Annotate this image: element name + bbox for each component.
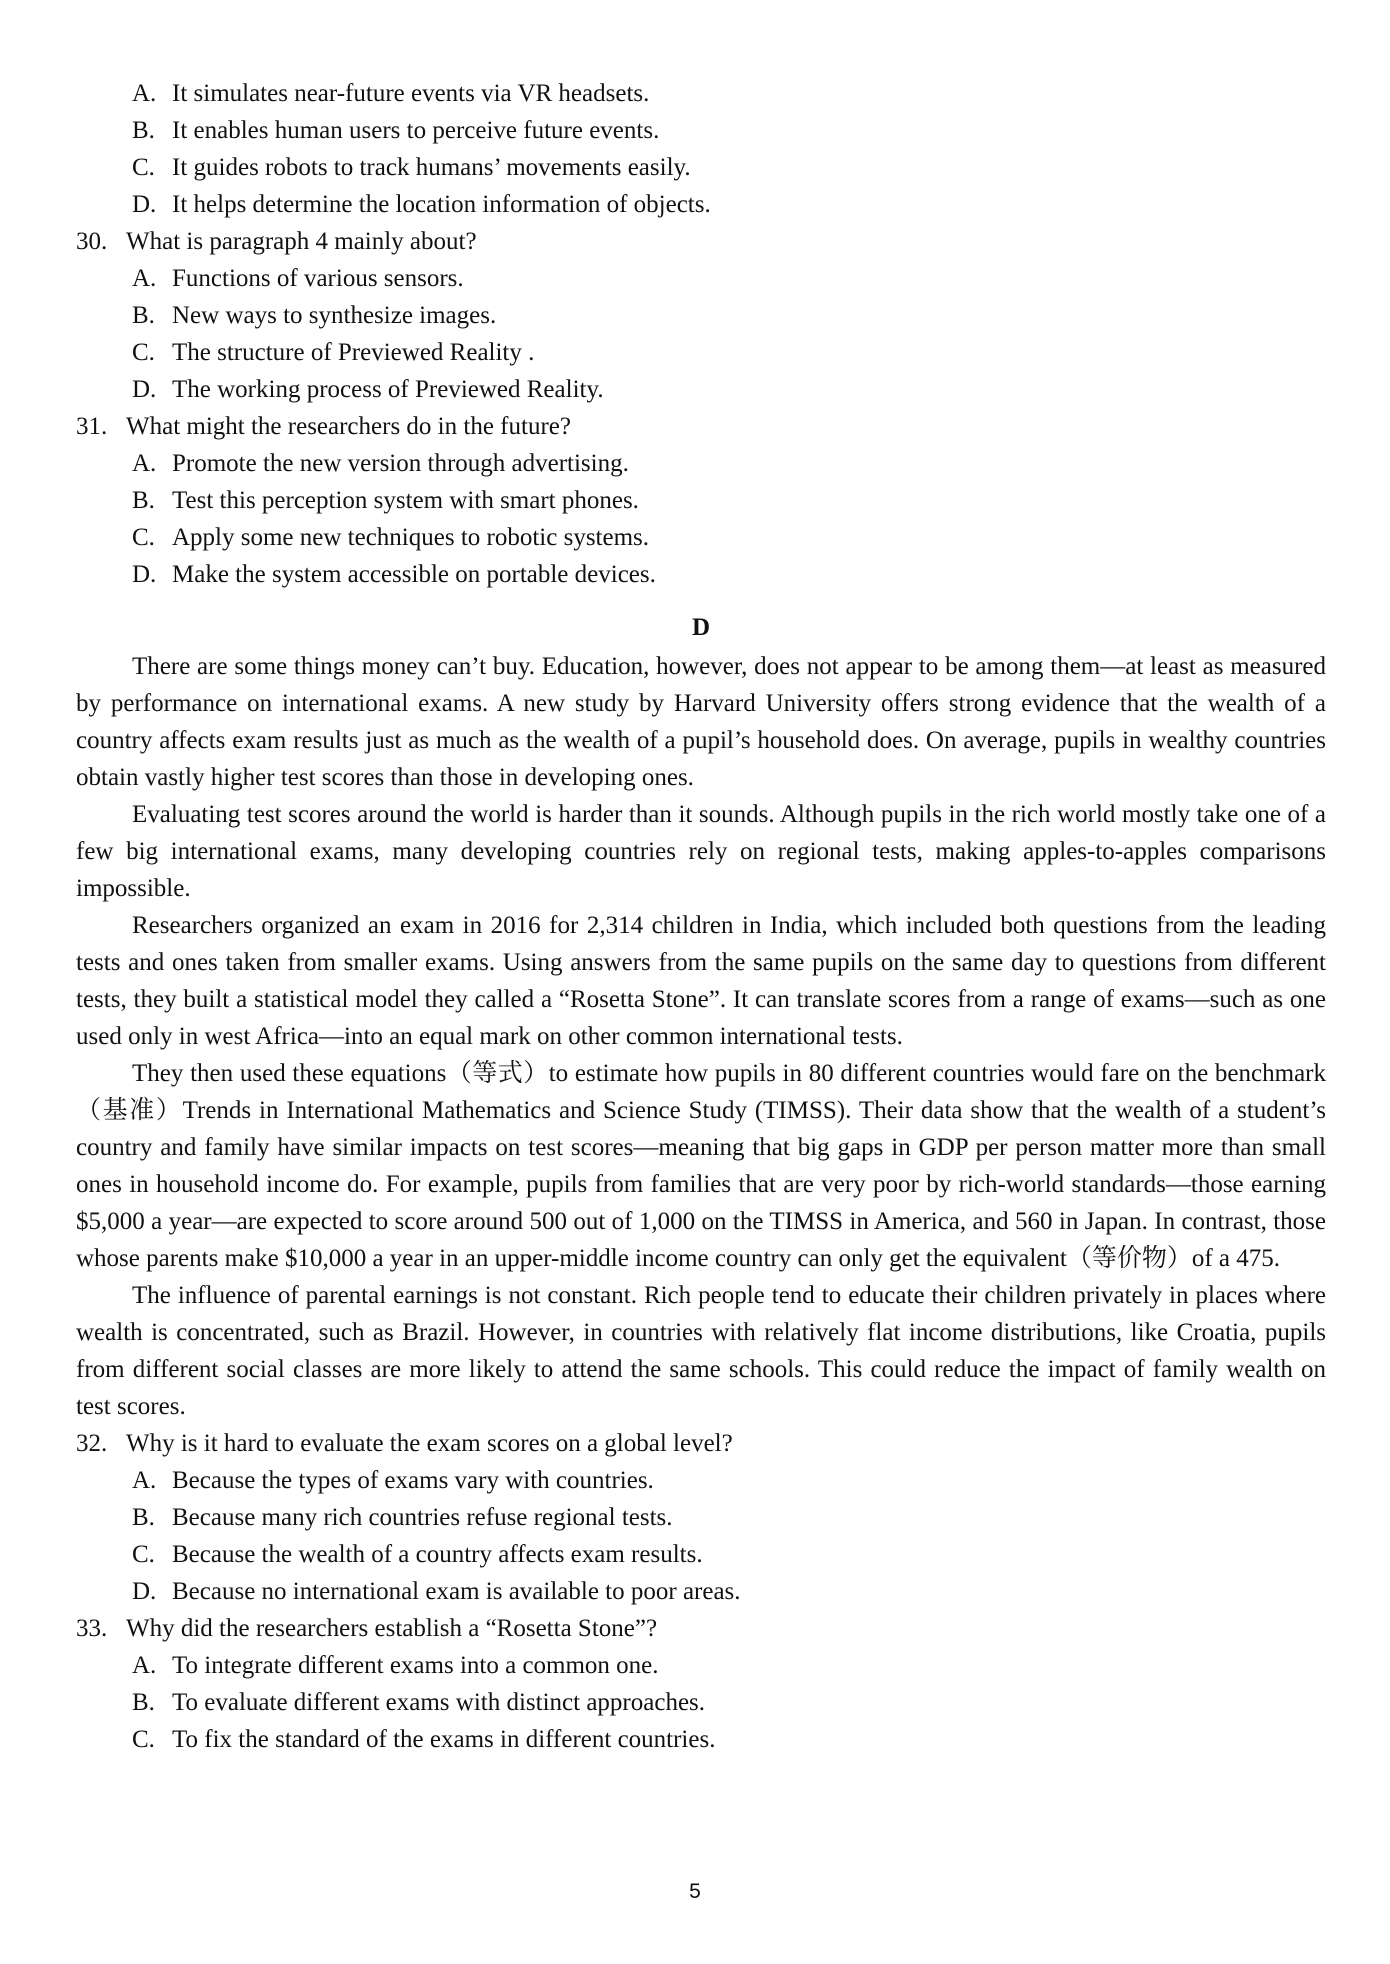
paragraph: Evaluating test scores around the world is harder than it sounds. Although pupils in the rich world mostly take one of a few big international exams, many developing countries rely on regional tests, making apples-to-apples comparisons impossible.	[76, 801, 1326, 902]
option: B. Because many rich countries refuse regional tests.	[132, 1504, 673, 1531]
paragraph: They then used these equations（等式）to estimate how pupils in 80 different countries would fare on the benchmark（基准）Trends in International Mathematics and Science Study (TIMSS). Their data show that the wealth of a student’s country and family have similar impacts on test scores—meaning that big gaps in GDP per person matter more than small ones in household income do. For example, pupils from families that are very poor by rich-world standards—those earning $5,000 a year—are expected to score around 500 out of 1,000 on the TIMSS in America, and 560 in Japan. In contrast, those whose parents make $10,000 a year in an upper-middle income country can only get the equivalent（等价物）of a 475.	[76, 1060, 1326, 1272]
option: A. To integrate different exams into a common one.	[132, 1652, 659, 1679]
option: D. Make the system accessible on portable devices.	[132, 561, 656, 588]
question-stem: 31. What might the researchers do in the future?	[76, 413, 571, 440]
page-number: 5	[689, 1880, 701, 1903]
question-stem: 32. Why is it hard to evaluate the exam scores on a global level?	[76, 1430, 733, 1457]
option: A. Because the types of exams vary with countries.	[132, 1467, 654, 1494]
option: C. It guides robots to track humans’ movements easily.	[132, 154, 691, 181]
option: A. Functions of various sensors.	[132, 265, 464, 292]
passage	[76, 648, 1326, 1425]
question-stem: 33. Why did the researchers establish a “Rosetta Stone”?	[76, 1615, 658, 1642]
option: B. It enables human users to perceive future events.	[132, 117, 660, 144]
paragraph: There are some things money can’t buy. Education, however, does not appear to be among them—at least as measured by performance on international exams. A new study by Harvard University offers strong evidence that the wealth of a country affects exam results just as much as the wealth of a pupil’s household does. On average, pupils in wealthy countries obtain vastly higher test scores than those in developing ones.	[76, 653, 1326, 791]
option: D. The working process of Previewed Reality.	[132, 376, 604, 403]
option: B. Test this perception system with smart phones.	[132, 487, 639, 514]
option: A. It simulates near-future events via VR headsets.	[132, 80, 650, 107]
content	[76, 75, 1326, 1758]
paragraph: The influence of parental earnings is not constant. Rich people tend to educate their children privately in places where wealth is concentrated, such as Brazil. However, in countries with relatively flat income distributions, like Croatia, pupils from different social classes are more likely to attend the same schools. This could reduce the impact of family wealth on test scores.	[76, 1282, 1326, 1420]
option: B. New ways to synthesize images.	[132, 302, 497, 329]
question-30	[76, 223, 1326, 408]
option: C. The structure of Previewed Reality .	[132, 339, 535, 366]
option: C. Because the wealth of a country affects exam results.	[132, 1541, 703, 1568]
option: D. It helps determine the location information of objects.	[132, 191, 711, 218]
option: A. Promote the new version through advertising.	[132, 450, 629, 477]
question-32	[76, 1425, 1326, 1610]
option: D. Because no international exam is available to poor areas.	[132, 1578, 741, 1605]
q29-options	[76, 75, 1326, 223]
question-31	[76, 408, 1326, 593]
option: C. Apply some new techniques to robotic systems.	[132, 524, 650, 551]
paragraph: Researchers organized an exam in 2016 for 2,314 children in India, which included both questions from the leading tests and ones taken from smaller exams. Using answers from the same pupils on the same day to questions from different tests, they built a statistical model they called a “Rosetta Stone”. It can translate scores from a range of exams—such as one used only in west Africa—into an equal mark on other common international tests.	[76, 912, 1326, 1050]
question-stem: 30. What is paragraph 4 mainly about?	[76, 228, 477, 255]
section-title: D	[691, 614, 711, 641]
option: B. To evaluate different exams with distinct approaches.	[132, 1689, 706, 1716]
question-33	[76, 1610, 1326, 1758]
option: C. To fix the standard of the exams in different countries.	[132, 1726, 716, 1753]
